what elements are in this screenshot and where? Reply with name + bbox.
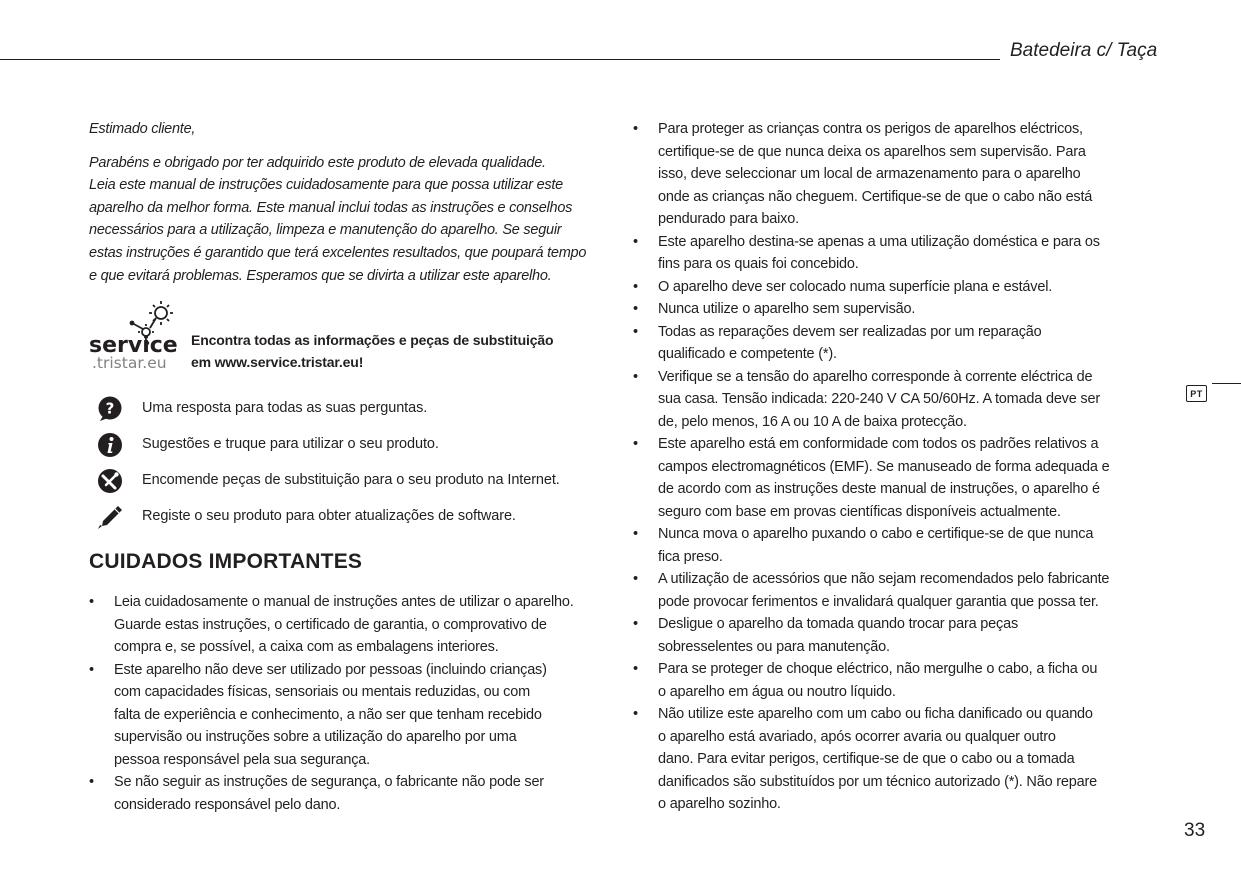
bullet-line: Para se proteger de choque eléctrico, não mergulhe o cabo, a ficha ou <box>658 661 1098 677</box>
bullet-line: Todas as reparações devem ser realizadas por um reparação <box>658 323 1042 340</box>
feature-item <box>89 464 604 500</box>
list-item <box>633 658 1155 703</box>
section-title: CUIDADOS IMPORTANTES <box>89 550 363 573</box>
list-item <box>633 613 1155 658</box>
bullet-line: seguro com base em provas científicas disponíveis actualmente. <box>658 503 1061 520</box>
bullet-line: fica preso. <box>658 548 723 565</box>
bullet-line: Guarde estas instruções, o certificado de garantia, o comprovativo de <box>114 616 547 633</box>
info-icon <box>97 432 123 458</box>
bullet-line: de, pelo menos, 16 A ou 10 A de baixa protecção. <box>658 413 967 430</box>
list-item <box>633 523 1155 568</box>
bullet-line: Este aparelho está em conformidade com todos os padrões relativos a <box>658 436 1099 452</box>
service-tristar-logo <box>89 299 189 371</box>
bullet-line: Não utilize este aparelho com um cabo ou ficha danificado ou quando <box>658 706 1093 722</box>
tools-icon <box>97 468 123 494</box>
service-text-line: Encontra todas as informações e peças de substituição <box>191 332 554 348</box>
bullet-line: de acordo com as instruções deste manual de instruções, o aparelho é <box>658 481 1100 497</box>
side-rule <box>1212 383 1241 384</box>
bullet-line: Leia cuidadosamente o manual de instruções antes de utilizar o aparelho. <box>114 594 574 610</box>
bullet-line: Este aparelho não deve ser utilizado por pessoas (incluindo crianças) <box>114 661 547 678</box>
bullet-line: Para proteger as crianças contra os perigos de aparelhos eléctricos, <box>658 121 1083 137</box>
list-item <box>633 433 1155 523</box>
intro-text <box>89 118 604 287</box>
intro-line: Parabéns e obrigado por ter adquirido este produto de elevada qualidade. <box>89 154 546 171</box>
logo-domain: .tristar.eu <box>92 354 167 371</box>
bullet-line: compra e, se possível, a caixa com as embalagens interiores. <box>114 639 499 655</box>
bullet-line: danificados são substituídos por um técnico autorizado (*). Não repare <box>658 773 1097 790</box>
feature-item <box>89 428 604 464</box>
bullet-line: Este aparelho destina-se apenas a uma utilização doméstica e para os <box>658 233 1100 250</box>
intro-line: aparelho da melhor forma. Este manual inclui todas as instruções e conselhos <box>89 199 573 216</box>
intro-line: necessários para a utilização, limpeza e manutenção do aparelho. Se seguir <box>89 222 562 239</box>
header-rule <box>0 59 1000 60</box>
bullet-line: fins para os quais foi concebido. <box>658 256 859 272</box>
bullet-line: certifique-se de que nunca deixa os aparelhos sem supervisão. Para <box>658 143 1086 160</box>
bullet-line: Verifique se a tensão do aparelho corresponde à corrente eléctrica de <box>658 368 1093 385</box>
bullet-line: o aparelho em água ou noutro líquido. <box>658 683 896 700</box>
bullet-line: pessoa responsável pela sua segurança. <box>114 751 370 768</box>
list-item <box>633 366 1155 434</box>
bullet-line: Se não seguir as instruções de segurança, o fabricante não pode ser <box>114 774 544 790</box>
intro-line: Leia este manual de instruções cuidadosamente para que possa utilizar este <box>89 177 563 194</box>
question-icon <box>97 396 123 422</box>
page-number: 33 <box>1184 820 1206 841</box>
bullet-line: pode provocar ferimentos e invalidará qualquer garantia que possa ter. <box>658 593 1099 610</box>
bullet-line: A utilização de acessórios que não sejam recomendados pelo fabricante <box>658 571 1110 587</box>
bullet-line: o aparelho está avariado, após ocorrer avaria ou qualquer outro <box>658 728 1056 745</box>
feature-list <box>89 392 604 536</box>
service-block <box>89 299 604 371</box>
bullet-line: onde as crianças não cheguem. Certifique-se de que o cabo não está <box>658 188 1093 205</box>
intro-line: e que evitará problemas. Esperamos que se divirta a utilizar este aparelho. <box>89 267 552 284</box>
bullet-line: dano. Para evitar perigos, certifique-se de que o cabo ou a tomada <box>658 751 1075 767</box>
header-title: Batedeira c/ Taça <box>1010 40 1158 61</box>
bullet-line: qualificado e competente (*). <box>658 346 837 362</box>
list-item <box>633 703 1155 816</box>
bullet-line: campos electromagnéticos (EMF). Se manuseado de forma adequada e <box>658 458 1110 475</box>
bullet-line: sua casa. Tensão indicada: 220-240 V CA 50/60Hz. A tomada deve ser <box>658 391 1100 407</box>
feature-item <box>89 500 604 536</box>
bullet-line: Nunca utilize o aparelho sem supervisão. <box>658 301 916 317</box>
bullet-line: com capacidades físicas, sensoriais ou mentais reduzidas, ou com <box>114 684 530 700</box>
feature-text: Registe o seu produto para obter atualizações de software. <box>142 508 516 524</box>
list-item <box>89 659 604 772</box>
bullet-line: falta de experiência e conhecimento, a não ser que tenham recebido <box>114 706 542 723</box>
feature-text: Uma resposta para todas as suas perguntas. <box>142 400 428 416</box>
intro-line: estas instruções é garantido que terá excelentes resultados, que poupará tempo <box>89 244 587 261</box>
feature-text: Encomende peças de substituição para o seu produto na Internet. <box>142 472 560 488</box>
safety-list-left <box>89 591 604 816</box>
logo-word: service <box>89 333 178 358</box>
bullet-line: O aparelho deve ser colocado numa superfície plana e estável. <box>658 278 1053 295</box>
greeting: Estimado cliente, <box>89 121 196 137</box>
list-item <box>633 321 1155 366</box>
list-item <box>89 771 604 816</box>
list-item <box>633 231 1155 276</box>
svg-text:?: ? <box>105 399 115 418</box>
language-tag: PT <box>1186 385 1207 402</box>
bullet-line: Desligue o aparelho da tomada quando trocar para peças <box>658 616 1019 632</box>
bullet-line: supervisão ou instruções sobre a utilização do aparelho por uma <box>114 729 517 745</box>
feature-item <box>89 392 604 428</box>
list-item <box>633 118 1155 231</box>
list-item <box>633 276 1155 299</box>
service-url-text: em www.service.tristar.eu! <box>191 354 364 370</box>
bullet-line: o aparelho sozinho. <box>658 796 781 812</box>
bullet-line: Nunca mova o aparelho puxando o cabo e certifique-se de que nunca <box>658 526 1094 542</box>
service-text <box>191 329 603 373</box>
pen-icon <box>97 504 123 530</box>
list-item <box>89 591 604 659</box>
bullet-line: isso, deve seleccionar um local de armazenamento para o aparelho <box>658 166 1081 182</box>
bullet-line: considerado responsável pelo dano. <box>114 796 341 813</box>
list-item <box>633 568 1155 613</box>
list-item <box>633 298 1155 321</box>
safety-list-right <box>633 118 1155 816</box>
bullet-line: sobresselentes ou para manutenção. <box>658 638 890 655</box>
bullet-line: pendurado para baixo. <box>658 211 799 227</box>
left-column <box>89 118 604 813</box>
feature-text: Sugestões e truque para utilizar o seu produto. <box>142 436 439 452</box>
intro-paragraph <box>89 152 604 288</box>
